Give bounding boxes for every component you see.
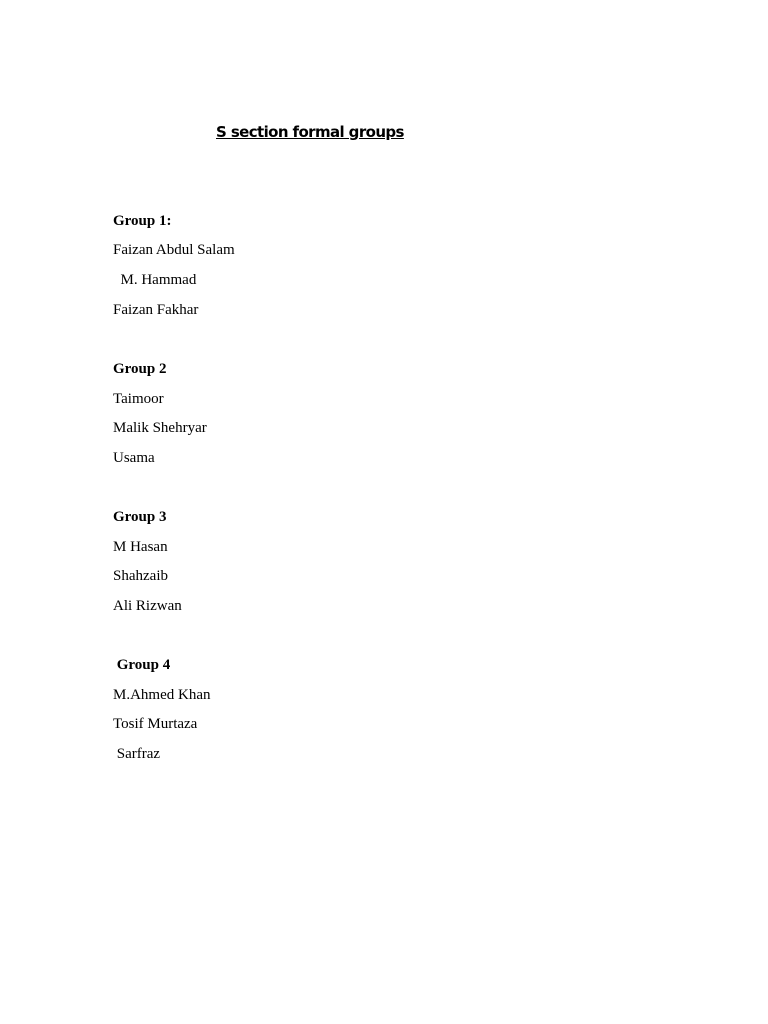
group-3-member-2: Shahzaib <box>113 568 168 584</box>
group-1-member-2: M. Hammad <box>113 272 197 288</box>
group-4-heading: Group 4 <box>113 657 171 673</box>
group-1-member-1: Faizan Abdul Salam <box>113 242 235 258</box>
group-2-member-1: Taimoor <box>113 391 164 407</box>
group-2-heading: Group 2 <box>113 361 167 377</box>
document-title: S section formal groups <box>216 123 404 141</box>
group-4-member-2: Tosif Murtaza <box>113 716 198 732</box>
group-4-member-3: Sarfraz <box>113 746 161 762</box>
group-2-member-3: Usama <box>113 450 155 466</box>
group-3-member-1: M Hasan <box>113 539 168 555</box>
group-3-member-3: Ali Rizwan <box>113 598 182 614</box>
group-1-heading: Group 1: <box>113 213 172 229</box>
group-2-member-2: Malik Shehryar <box>113 420 207 436</box>
group-1-member-3: Faizan Fakhar <box>113 302 199 318</box>
group-4-member-1: M.Ahmed Khan <box>113 687 211 703</box>
group-3-heading: Group 3 <box>113 509 167 525</box>
